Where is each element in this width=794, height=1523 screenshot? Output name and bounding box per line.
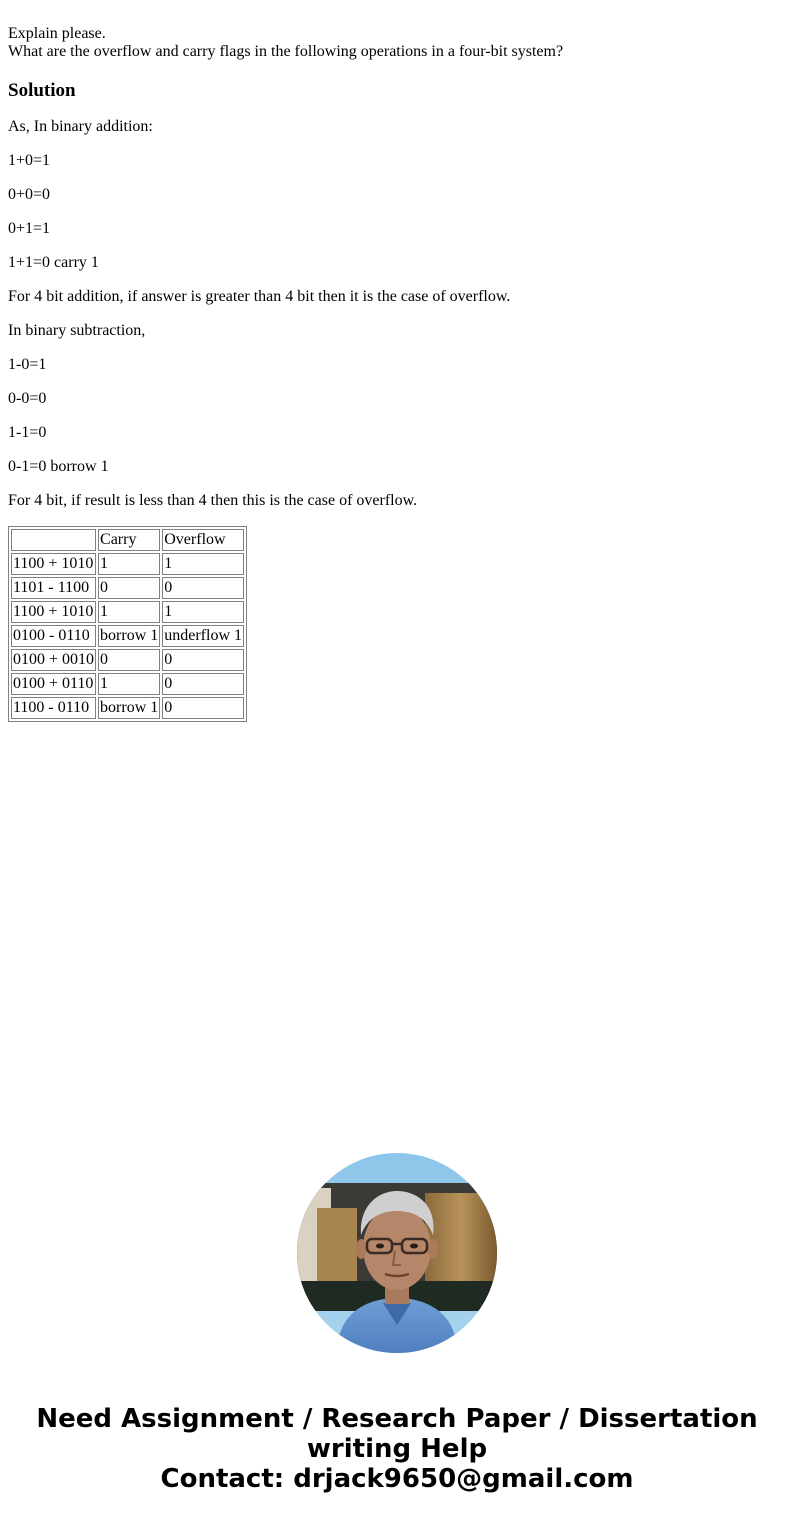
author-portrait-image: [297, 1153, 497, 1353]
solution-paragraph: 0+1=1: [8, 220, 51, 237]
table-row: [11, 553, 244, 575]
table-cell: 0: [162, 649, 244, 671]
document-body: [8, 25, 786, 722]
solution-paragraph: 0+0=0: [8, 186, 51, 203]
table-cell: 1: [162, 553, 244, 575]
table-cell: 0: [98, 649, 160, 671]
table-cell: 1: [162, 601, 244, 623]
table-header-cell: [11, 529, 96, 551]
table-cell: 1: [98, 673, 160, 695]
promo-line: writing Help: [306, 1434, 488, 1464]
table-cell: 1100 + 1010: [11, 553, 96, 575]
author-avatar: [297, 1153, 497, 1353]
solution-paragraph: For 4 bit, if result is less than 4 then this is the case of overflow.: [8, 492, 418, 509]
table-row: [11, 697, 244, 719]
table-header-cell: Overflow: [162, 529, 244, 551]
table-row: [11, 673, 244, 695]
table-header-cell: Carry: [98, 529, 160, 551]
table-cell: 0: [162, 697, 244, 719]
table-cell: 0: [98, 577, 160, 599]
table-cell: 1100 - 0110: [11, 697, 96, 719]
promo-banner: [0, 1404, 794, 1494]
table-cell: 1101 - 1100: [11, 577, 96, 599]
table-cell: 1: [98, 553, 160, 575]
solution-heading: Solution: [8, 80, 76, 101]
table-cell: borrow 1: [98, 697, 160, 719]
table-row: [11, 649, 244, 671]
table-row: [11, 625, 244, 647]
table-cell: 0: [162, 577, 244, 599]
promo-contact: Contact: drjack9650@gmail.com: [160, 1464, 634, 1494]
solution-paragraph: 1-1=0: [8, 424, 47, 441]
table-row: [11, 577, 244, 599]
table-cell: underflow 1: [162, 625, 244, 647]
table-cell: 1: [98, 601, 160, 623]
solution-paragraph: 0-0=0: [8, 390, 47, 407]
table-cell: borrow 1: [98, 625, 160, 647]
question-line-2: What are the overflow and carry flags in the following operations in a four-bit system?: [8, 43, 564, 60]
solution-paragraph: As, In binary addition:: [8, 118, 153, 135]
solution-paragraph: 1+0=1: [8, 152, 51, 169]
question-line-1: Explain please.: [8, 25, 106, 42]
table-cell: 0: [162, 673, 244, 695]
solution-paragraph: 1-0=1: [8, 356, 47, 373]
solution-paragraph: For 4 bit addition, if answer is greater than 4 bit then it is the case of overflow.: [8, 288, 511, 305]
table-header-row: [11, 529, 244, 551]
table-cell: 0100 + 0110: [11, 673, 96, 695]
promo-line: Need Assignment / Research Paper / Dissertation: [36, 1404, 758, 1434]
solution-paragraph: 0-1=0 borrow 1: [8, 458, 109, 475]
table-cell: 1100 + 1010: [11, 601, 96, 623]
flags-table: [8, 526, 247, 722]
solution-paragraph: In binary subtraction,: [8, 322, 146, 339]
table-row: [11, 601, 244, 623]
table-cell: 0100 - 0110: [11, 625, 96, 647]
table-cell: 0100 + 0010: [11, 649, 96, 671]
solution-paragraph: 1+1=0 carry 1: [8, 254, 99, 271]
